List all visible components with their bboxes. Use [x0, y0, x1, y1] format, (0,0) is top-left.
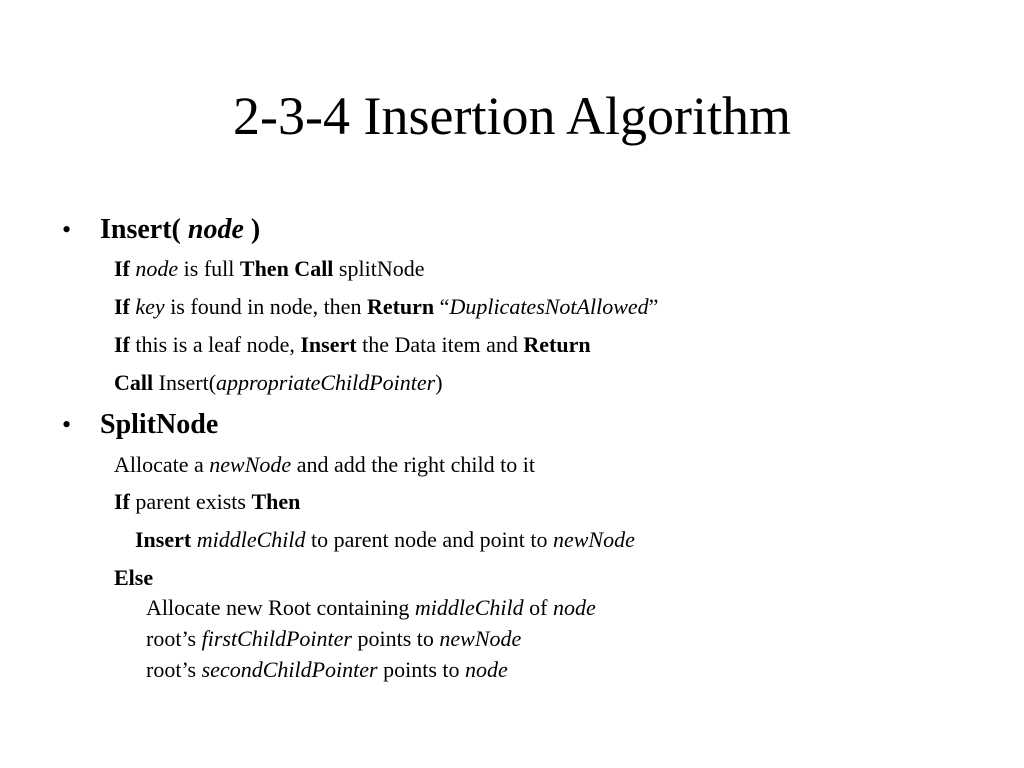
- text: Insert(: [158, 370, 217, 395]
- variable: node: [465, 657, 508, 682]
- splitnode-line-2: [114, 489, 300, 515]
- text: the Data item and: [362, 332, 518, 357]
- variable: middleChild: [414, 595, 524, 620]
- slide-title: 2-3-4 Insertion Algorithm: [233, 86, 791, 146]
- text: is found in node, then: [170, 294, 362, 319]
- text: points to: [357, 626, 434, 651]
- text: ): [435, 370, 443, 395]
- text: root’s: [146, 657, 197, 682]
- text: of: [529, 595, 548, 620]
- variable: node: [135, 256, 179, 281]
- text: root’s: [146, 626, 197, 651]
- variable: newNode: [439, 626, 522, 651]
- keyword: If: [114, 256, 130, 281]
- variable: secondChildPointer: [201, 657, 378, 682]
- keyword: Return: [523, 332, 591, 357]
- insert-line-4: [114, 370, 443, 396]
- keyword: Then Call: [239, 256, 334, 281]
- variable: middleChild: [196, 527, 306, 552]
- text: splitNode: [338, 256, 425, 281]
- variable: node: [552, 595, 596, 620]
- insert-heading-close: ): [250, 214, 261, 245]
- splitnode-heading-text: SplitNode: [100, 409, 219, 440]
- keyword: Then: [251, 489, 301, 514]
- insert-line-3: [114, 332, 591, 358]
- keyword: If: [114, 294, 130, 319]
- keyword: Else: [114, 565, 154, 590]
- bullet-marker: •: [62, 410, 72, 439]
- text: points to: [383, 657, 460, 682]
- variable: key: [135, 294, 165, 319]
- text: parent exists: [135, 489, 246, 514]
- keyword: Return: [366, 294, 435, 319]
- splitnode-line-3: [135, 527, 635, 553]
- text: to parent node and point to: [311, 527, 548, 552]
- bullet-marker: •: [62, 215, 72, 244]
- open-quote: “: [439, 294, 450, 319]
- insert-line-2: [114, 294, 658, 320]
- variable: DuplicatesNotAllowed: [449, 294, 649, 319]
- splitnode-heading: [100, 409, 218, 441]
- variable: firstChildPointer: [201, 626, 352, 651]
- text: is full: [183, 256, 235, 281]
- insert-line-1: [114, 256, 424, 282]
- keyword: Call: [114, 370, 154, 395]
- keyword: Insert: [300, 332, 357, 357]
- insert-heading-keyword: Insert(: [100, 214, 181, 245]
- splitnode-line-1: [114, 452, 535, 478]
- splitnode-line-5: [146, 595, 596, 621]
- text: and add the right child to it: [296, 452, 535, 477]
- splitnode-line-6: [146, 626, 521, 652]
- close-quote: ”: [648, 294, 659, 319]
- text: this is a leaf node,: [135, 332, 295, 357]
- text: Allocate a: [114, 452, 204, 477]
- splitnode-line-4: [114, 565, 153, 591]
- variable: newNode: [209, 452, 292, 477]
- insert-heading: [100, 214, 260, 246]
- keyword: If: [114, 489, 130, 514]
- splitnode-line-7: [146, 657, 508, 683]
- variable: appropriateChildPointer: [216, 370, 436, 395]
- variable: newNode: [552, 527, 635, 552]
- text: Allocate new Root containing: [146, 595, 410, 620]
- insert-heading-param: node: [187, 214, 244, 245]
- keyword: Insert: [135, 527, 192, 552]
- keyword: If: [114, 332, 130, 357]
